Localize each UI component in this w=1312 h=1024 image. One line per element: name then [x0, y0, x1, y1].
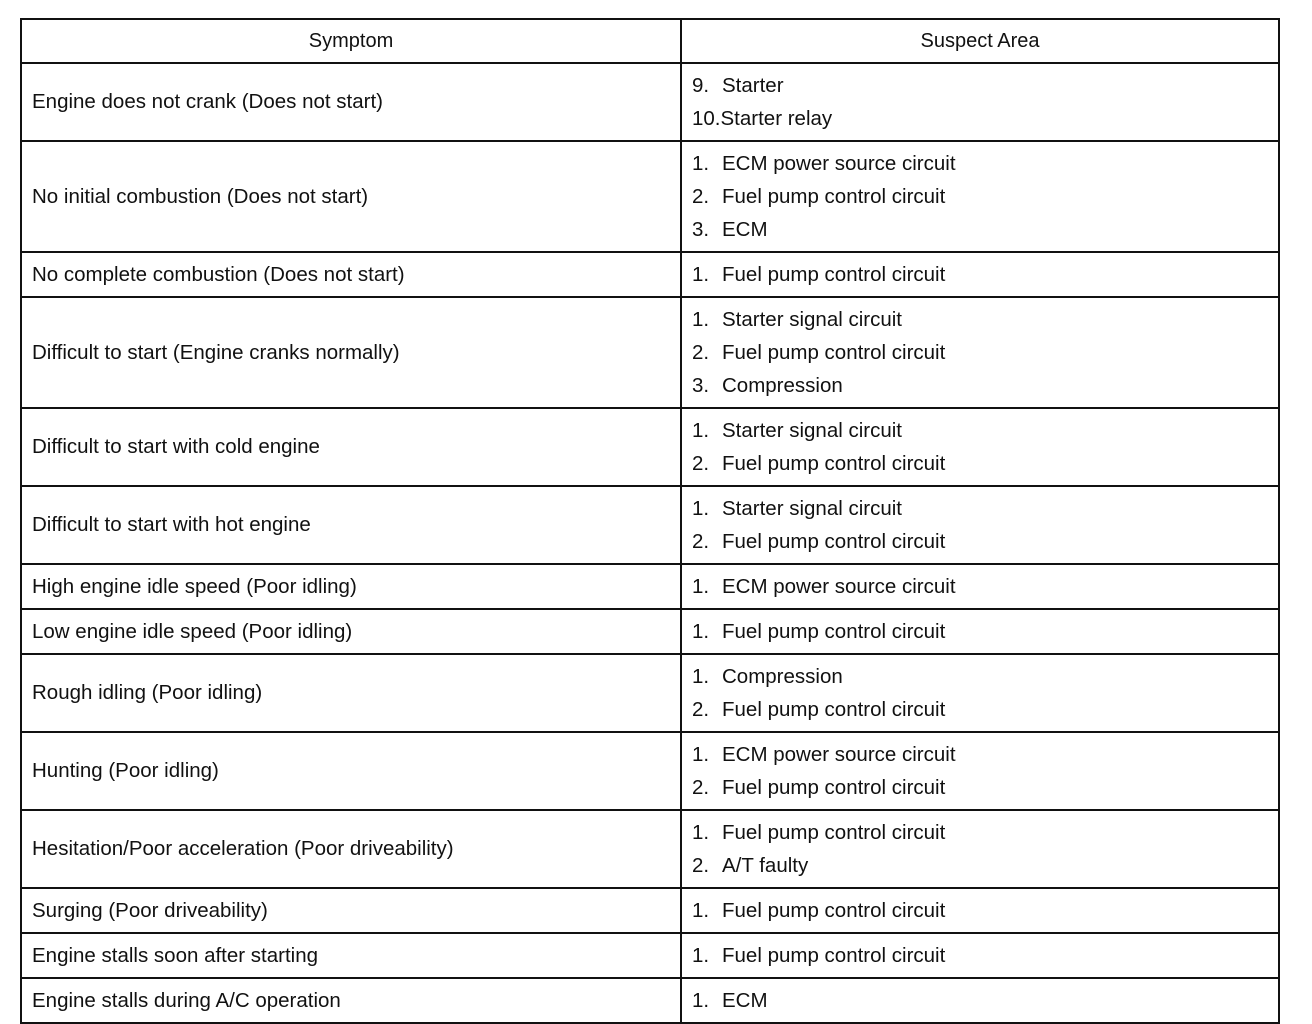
table-row: [21, 408, 1279, 486]
suspect-number: 1.: [692, 620, 710, 643]
table-row: [21, 297, 1279, 408]
suspect-text: Fuel pump control circuit: [722, 698, 946, 721]
suspect-number: 1.: [692, 419, 710, 442]
table-row: [21, 654, 1279, 732]
table-row: [21, 63, 1279, 141]
suspect-item: [692, 693, 1268, 726]
suspect-text: Fuel pump control circuit: [722, 620, 946, 643]
suspect-number: 2.: [692, 185, 710, 208]
suspect-item: [692, 147, 1268, 180]
suspect-text: Starter relay: [720, 107, 833, 130]
suspect-number: 2.: [692, 698, 710, 721]
suspect-item: [692, 984, 1268, 1017]
symptom-cell: Low engine idle speed (Poor idling): [21, 609, 681, 654]
suspect-text: Compression: [722, 665, 843, 688]
suspect-number: 1.: [692, 152, 710, 175]
suspect-item: [692, 849, 1268, 882]
symptom-cell: Difficult to start (Engine cranks normally): [21, 297, 681, 408]
suspect-text: Compression: [722, 374, 843, 397]
suspect-number: 1.: [692, 263, 710, 286]
suspect-area-cell: [681, 141, 1279, 252]
symptom-cell: Engine stalls soon after starting: [21, 933, 681, 978]
header-symptom: Symptom: [21, 19, 681, 63]
suspect-number: 2.: [692, 452, 710, 475]
suspect-number: 9.: [692, 74, 710, 97]
suspect-number: 2.: [692, 530, 710, 553]
suspect-number: 2.: [692, 341, 710, 364]
suspect-item: [692, 939, 1268, 972]
suspect-text: Fuel pump control circuit: [722, 776, 946, 799]
symptom-cell: Rough idling (Poor idling): [21, 654, 681, 732]
table-row: [21, 252, 1279, 297]
suspect-number: 1.: [692, 821, 710, 844]
suspect-item: [692, 213, 1268, 246]
suspect-number: 3.: [692, 374, 710, 397]
table-row: [21, 810, 1279, 888]
suspect-number: 1.: [692, 944, 710, 967]
suspect-number: 1.: [692, 665, 710, 688]
suspect-item: [692, 738, 1268, 771]
suspect-item: [692, 180, 1268, 213]
suspect-item: [692, 303, 1268, 336]
suspect-text: Fuel pump control circuit: [722, 263, 946, 286]
suspect-number: 1.: [692, 743, 710, 766]
suspect-area-cell: [681, 810, 1279, 888]
suspect-item: [692, 894, 1268, 927]
symptom-cell: Hesitation/Poor acceleration (Poor driveability): [21, 810, 681, 888]
suspect-text: ECM power source circuit: [722, 743, 956, 766]
suspect-text: Fuel pump control circuit: [722, 821, 946, 844]
suspect-area-cell: [681, 297, 1279, 408]
suspect-item: [692, 336, 1268, 369]
suspect-area-cell: [681, 63, 1279, 141]
symptom-cell: Surging (Poor driveability): [21, 888, 681, 933]
suspect-item: [692, 369, 1268, 402]
symptom-cell: No complete combustion (Does not start): [21, 252, 681, 297]
suspect-text: Fuel pump control circuit: [722, 530, 946, 553]
suspect-area-cell: [681, 933, 1279, 978]
suspect-area-cell: [681, 609, 1279, 654]
suspect-area-cell: [681, 654, 1279, 732]
suspect-text: ECM power source circuit: [722, 575, 956, 598]
symptom-cell: High engine idle speed (Poor idling): [21, 564, 681, 609]
suspect-text: Fuel pump control circuit: [722, 341, 946, 364]
suspect-area-cell: [681, 252, 1279, 297]
suspect-number: 1.: [692, 308, 710, 331]
suspect-item: [692, 447, 1268, 480]
table-body: [21, 63, 1279, 1023]
suspect-text: Fuel pump control circuit: [722, 899, 946, 922]
suspect-text: Starter signal circuit: [722, 419, 903, 442]
table-row: [21, 978, 1279, 1023]
symptom-cell: Difficult to start with hot engine: [21, 486, 681, 564]
suspect-area-cell: [681, 408, 1279, 486]
suspect-item: [692, 660, 1268, 693]
table-row: [21, 564, 1279, 609]
symptom-cell: Hunting (Poor idling): [21, 732, 681, 810]
suspect-number: 3.: [692, 218, 710, 241]
suspect-text: ECM: [722, 989, 768, 1012]
suspect-text: ECM: [722, 218, 768, 241]
symptom-cell: Difficult to start with cold engine: [21, 408, 681, 486]
suspect-text: Starter signal circuit: [722, 497, 903, 520]
suspect-number: 1.: [692, 497, 710, 520]
suspect-text: Fuel pump control circuit: [722, 185, 946, 208]
table-row: [21, 888, 1279, 933]
suspect-number: 10.: [692, 107, 721, 130]
suspect-area-cell: [681, 732, 1279, 810]
header-suspect-area: Suspect Area: [681, 19, 1279, 63]
suspect-number: 2.: [692, 854, 710, 877]
suspect-number: 2.: [692, 776, 710, 799]
suspect-area-cell: [681, 978, 1279, 1023]
table-row: [21, 732, 1279, 810]
suspect-text: Starter: [722, 74, 784, 97]
symptom-cell: No initial combustion (Does not start): [21, 141, 681, 252]
suspect-item: [692, 414, 1268, 447]
symptom-cell: Engine stalls during A/C operation: [21, 978, 681, 1023]
table-row: [21, 486, 1279, 564]
symptom-table: [20, 18, 1280, 1024]
suspect-area-cell: [681, 888, 1279, 933]
table-row: [21, 141, 1279, 252]
table-row: [21, 609, 1279, 654]
suspect-text: Fuel pump control circuit: [722, 944, 946, 967]
suspect-item: [692, 258, 1268, 291]
suspect-number: 1.: [692, 989, 710, 1012]
symptom-cell: Engine does not crank (Does not start): [21, 63, 681, 141]
suspect-item: [692, 771, 1268, 804]
suspect-item: [692, 615, 1268, 648]
suspect-text: A/T faulty: [722, 854, 809, 877]
suspect-item: [692, 525, 1268, 558]
suspect-area-cell: [681, 486, 1279, 564]
suspect-number: 1.: [692, 575, 710, 598]
suspect-item: [692, 492, 1268, 525]
suspect-area-cell: [681, 564, 1279, 609]
suspect-text: Fuel pump control circuit: [722, 452, 946, 475]
suspect-text: ECM power source circuit: [722, 152, 956, 175]
suspect-item: [692, 102, 1268, 135]
suspect-item: [692, 816, 1268, 849]
table-header-row: [21, 19, 1279, 63]
suspect-item: [692, 69, 1268, 102]
suspect-item: [692, 570, 1268, 603]
suspect-number: 1.: [692, 899, 710, 922]
suspect-text: Starter signal circuit: [722, 308, 903, 331]
table-row: [21, 933, 1279, 978]
